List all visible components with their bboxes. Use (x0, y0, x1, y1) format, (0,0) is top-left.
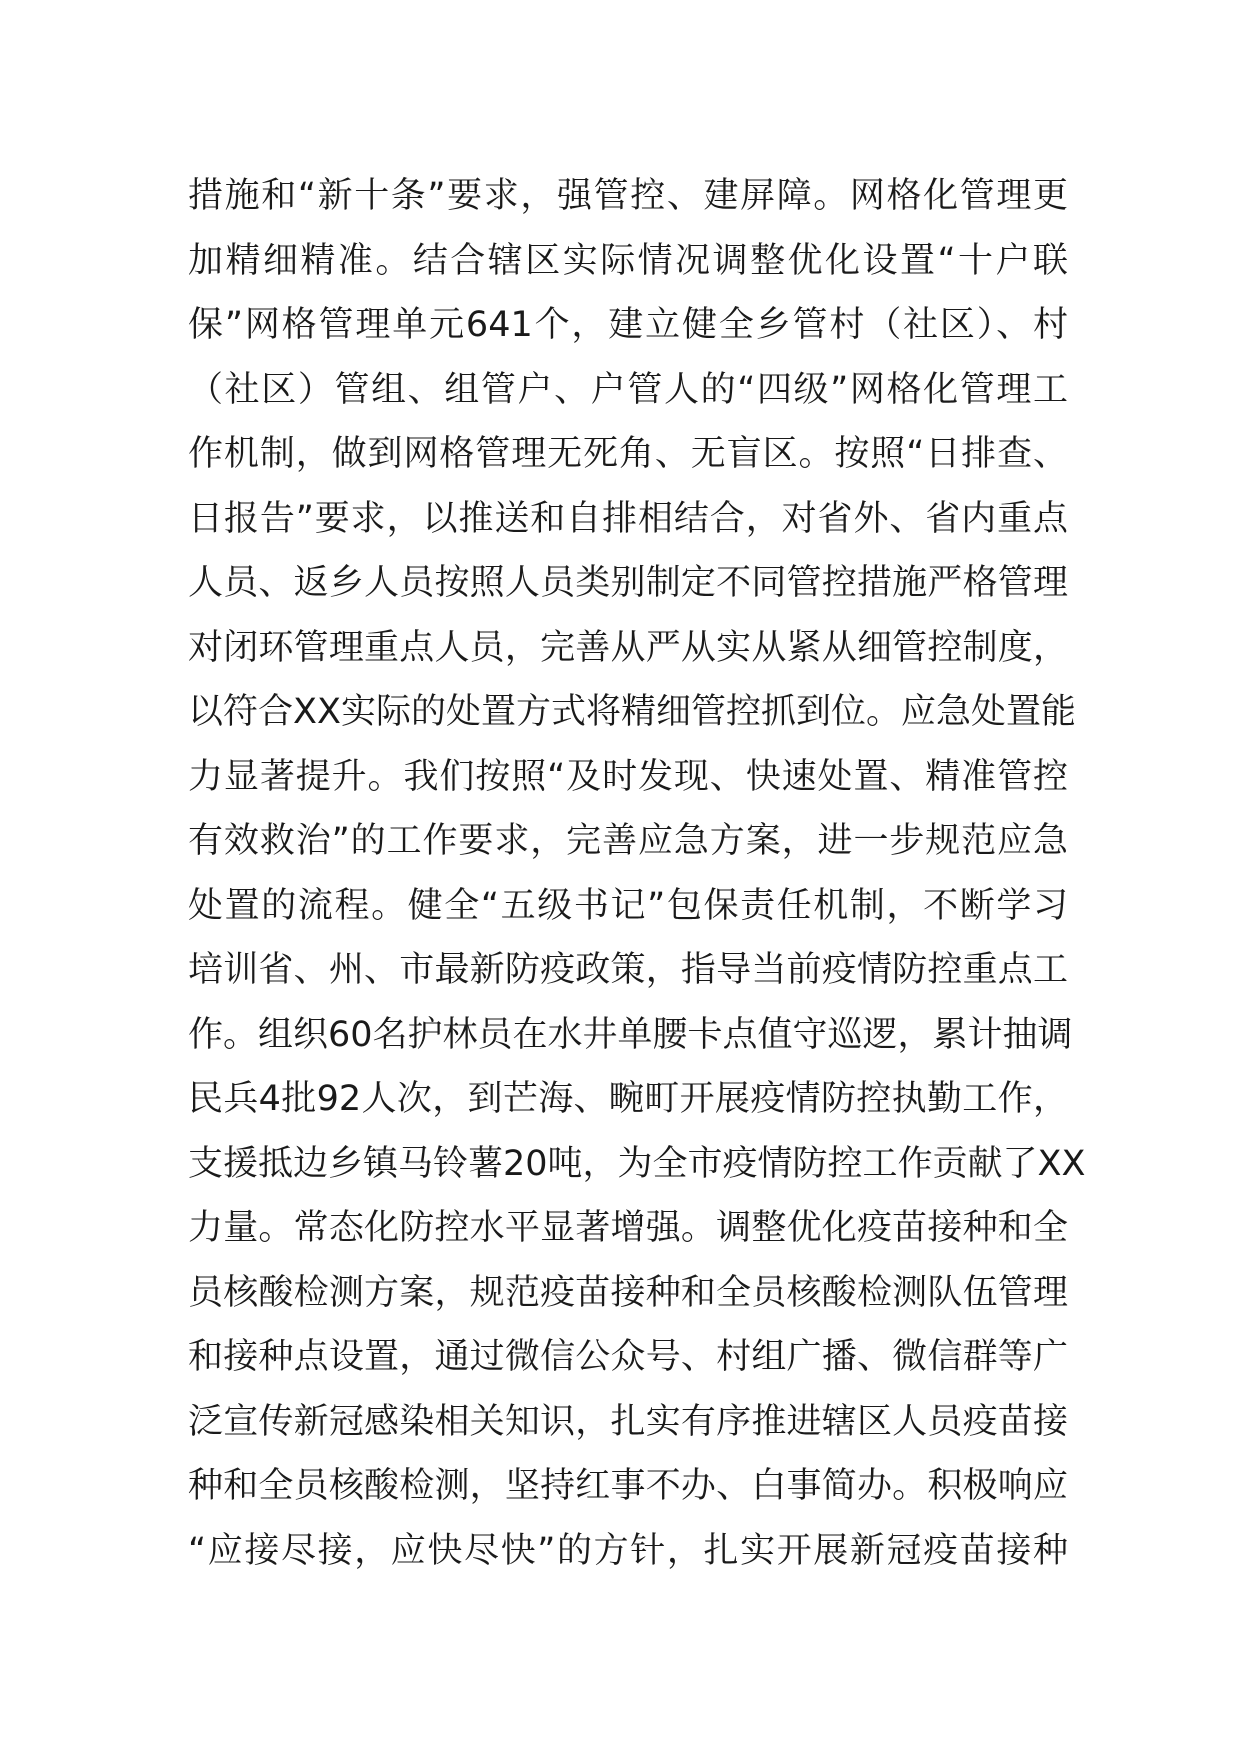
text-line: 保”网格管理单元641个，建立健全乡管村（社区）、村 (188, 305, 1068, 345)
text-line: 力显著提升。我们按照“及时发现、快速处置、精准管控 (188, 756, 1068, 797)
text-line: 力量。常态化防控水平显著增强。调整优化疫苗接种和全 (188, 1208, 1068, 1248)
text-line: “应接尽接，应快尽快”的方针，扎实开展新冠疫苗接种 (188, 1530, 1068, 1571)
text-line: 作机制，做到网格管理无死角、无盲区。按照“日排查、 (188, 434, 1068, 474)
text-line: 人员、返乡人员按照人员类别制定不同管控措施严格管理 (188, 563, 1068, 603)
text-line: 种和全员核酸检测，坚持红事不办、白事简办。积极响应 (188, 1466, 1068, 1506)
text-line: （社区）管组、组管户、户管人的“四级”网格化管理工 (188, 369, 1068, 410)
text-line: 作。组织60名护林员在水井单腰卡点值守巡逻，累计抽调 (188, 1014, 1073, 1055)
text-line: 培训省、州、市最新防疫政策，指导当前疫情防控重点工 (188, 950, 1068, 990)
text-line: 日报告”要求，以推送和自排相结合，对省外、省内重点 (188, 498, 1068, 539)
text-line: 有效救治”的工作要求，完善应急方案，进一步规范应急 (188, 821, 1068, 861)
text-line: 对闭环管理重点人员，完善从严从实从紧从细管控制度， (188, 627, 1068, 668)
text-line: 泛宣传新冠感染相关知识，扎实有序推进辖区人员疫苗接 (188, 1401, 1068, 1442)
text-line: 支援抵边乡镇马铃薯20吨，为全市疫情防控工作贡献了XX (188, 1143, 1086, 1184)
text-line: 措施和“新十条”要求，强管控、建屏障。网格化管理更 (188, 176, 1068, 216)
text-line: 员核酸检测方案，规范疫苗接种和全员核酸检测队伍管理 (188, 1272, 1068, 1313)
body-paragraph (188, 164, 1086, 1583)
text-line: 民兵4批92人次，到芒海、畹町开展疫情防控执勤工作， (188, 1079, 1068, 1119)
text-line: 加精细精准。结合辖区实际情况调整优化设置“十户联 (188, 240, 1068, 281)
text-line: 处置的流程。健全“五级书记”包保责任机制，不断学习 (188, 885, 1068, 926)
text-line: 以符合XX实际的处置方式将精细管控抓到位。应急处置能 (188, 692, 1076, 732)
text-line: 和接种点设置，通过微信公众号、村组广播、微信群等广 (188, 1337, 1068, 1377)
